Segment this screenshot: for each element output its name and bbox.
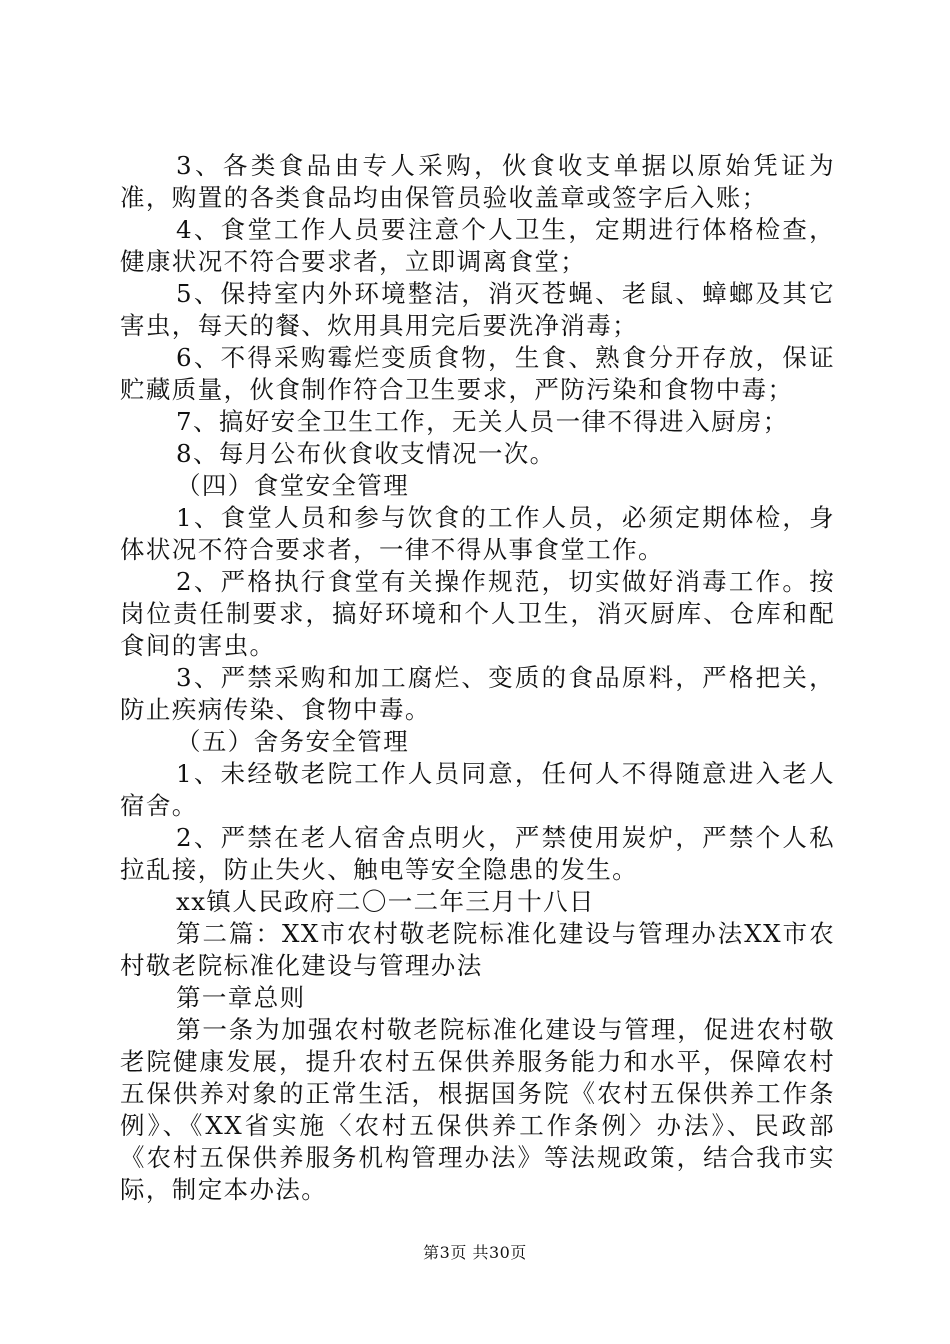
paragraph-item-6-food-quality: 6、不得采购霉烂变质食物，生食、熟食分开存放，保证贮藏质量，伙食制作符合卫生要求，严防污染和食物中毒；	[120, 343, 835, 404]
paragraph-item-4-hygiene: 4、食堂工作人员要注意个人卫生，定期进行体格检查，健康状况不符合要求者，立即调离食堂；	[120, 215, 835, 276]
paragraph-dormitory-1: 1、未经敬老院工作人员同意，任何人不得随意进入老人宿舍。	[120, 759, 835, 820]
chapter-one-heading: 第一章总则	[176, 983, 306, 1012]
paragraph-canteen-3: 3、严禁采购和加工腐烂、变质的食品原料，严格把关，防止疾病传染、食物中毒。	[120, 663, 835, 724]
paragraph-dormitory-2: 2、严禁在老人宿舍点明火，严禁使用炭炉，严禁个人私拉乱接，防止失火、触电等安全隐患的发生。	[120, 823, 835, 884]
paragraph-item-3-procurement: 3、各类食品由专人采购，伙食收支单据以原始凭证为准，购置的各类食品均由保管员验收盖章或签字后入账；	[120, 151, 835, 212]
part-two-title: 第二篇：XX市农村敬老院标准化建设与管理办法XX市农村敬老院标准化建设与管理办法	[120, 919, 835, 980]
section-heading-dormitory-safety: （五）舍务安全管理	[176, 727, 410, 756]
article-one-paragraph: 第一条为加强农村敬老院标准化建设与管理，促进农村敬老院健康发展，提升农村五保供养服务能力和水平，保障农村五保供养对象的正常生活，根据国务院《农村五保供养工作条例》、《XX省实施〈农村五保供养工作条例〉办法》、民政部《农村五保供养服务机构管理办法》等法规政策，结合我市实际，制定本办法。	[120, 1015, 835, 1204]
signature-date-line: xx镇人民政府二〇一二年三月十八日	[176, 887, 595, 916]
document-body	[120, 150, 835, 1206]
paragraph-item-5-environment: 5、保持室内外环境整洁，消灭苍蝇、老鼠、蟑螂及其它害虫，每天的餐、炊用具用完后要洗净消毒；	[120, 279, 835, 340]
paragraph-item-8-accounts: 8、每月公布伙食收支情况一次。	[176, 439, 556, 468]
section-heading-canteen-safety: （四）食堂安全管理	[176, 471, 410, 500]
paragraph-canteen-1: 1、食堂人员和参与饮食的工作人员，必须定期体检，身体状况不符合要求者，一律不得从事食堂工作。	[120, 503, 835, 564]
page-number-footer: 第3页 共30页	[423, 1243, 527, 1262]
paragraph-canteen-2: 2、严格执行食堂有关操作规范，切实做好消毒工作。按岗位责任制要求，搞好环境和个人卫生，消灭厨库、仓库和配食间的害虫。	[120, 567, 835, 660]
paragraph-item-7-safety: 7、搞好安全卫生工作，无关人员一律不得进入厨房；	[176, 407, 789, 436]
